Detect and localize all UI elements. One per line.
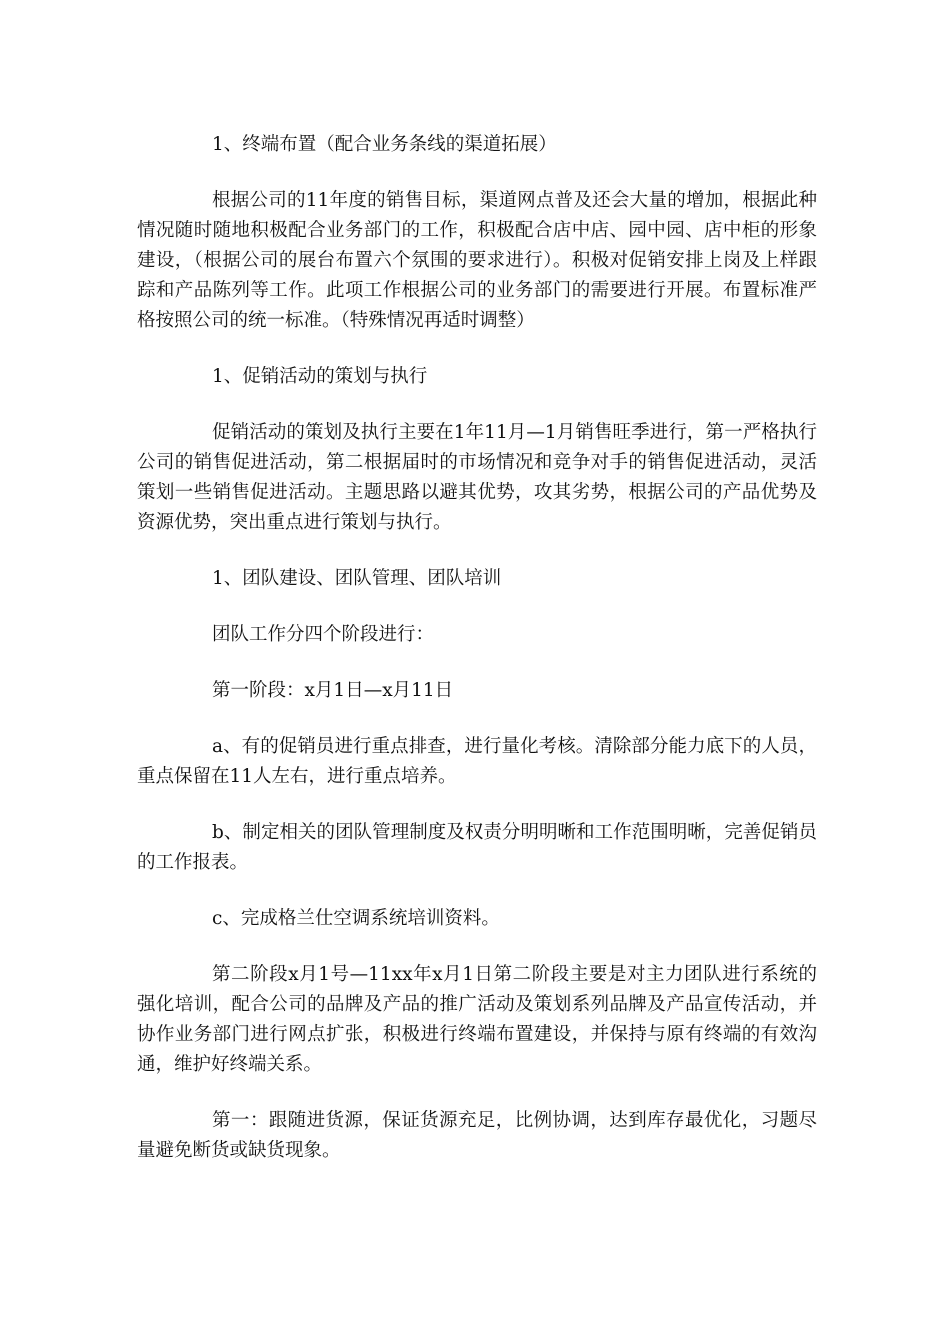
- paragraph-promotion-planning: 促销活动的策划及执行主要在1年11月—1月销售旺季进行，第一严格执行公司的销售促进活动，第二根据届时的市场情况和竞争对手的销售促进活动，灵活策划一些销售促进活动。主题思路以避其优势，攻其劣势，根据公司的产品优势及资源优势，突出重点进行策划与执行。: [137, 422, 817, 533]
- paragraph-first-point: 第一：跟随进货源，保证货源充足，比例协调，达到库存最优化，习题尽量避免断货或缺货现象。: [137, 1110, 817, 1161]
- document-body: [137, 130, 817, 1192]
- paragraph-terminal-layout: 根据公司的11年度的销售目标，渠道网点普及还会大量的增加，根据此种情况随时随地积极配合业务部门的工作，积极配合店中店、园中园、店中柜的形象建设，（根据公司的展台布置六个氛围的要求进行）。积极对促销安排上岗及上样跟踪和产品陈列等工作。此项工作根据公司的业务部门的需要进行开展。布置标准严格按照公司的统一标准。（特殊情况再适时调整）: [137, 190, 817, 331]
- paragraph-stage-one: 第一阶段：x月1日—x月11日: [212, 680, 454, 701]
- paragraph-item-c: c、完成格兰仕空调系统培训资料。: [212, 908, 500, 929]
- heading-terminal-layout: 1、终端布置（配合业务条线的渠道拓展）: [212, 134, 557, 155]
- paragraph-stage-two: 第二阶段x月1号—11xx年x月1日第二阶段主要是对主力团队进行系统的强化培训，配合公司的品牌及产品的推广活动及策划系列品牌及产品宣传活动，并协作业务部门进行网点扩张，积极进行终端布置建设，并保持与原有终端的有效沟通，维护好终端关系。: [137, 964, 817, 1075]
- paragraph-team-stages: 团队工作分四个阶段进行：: [212, 624, 435, 645]
- heading-promotion-planning: 1、促销活动的策划与执行: [212, 366, 428, 387]
- heading-team-building: 1、团队建设、团队管理、团队培训: [212, 568, 502, 589]
- paragraph-item-b: b、制定相关的团队管理制度及权责分明明晰和工作范围明晰，完善促销员的工作报表。: [137, 822, 817, 873]
- paragraph-item-a: a、有的促销员进行重点排查，进行量化考核。清除部分能力底下的人员，重点保留在11人左右，进行重点培养。: [137, 736, 817, 787]
